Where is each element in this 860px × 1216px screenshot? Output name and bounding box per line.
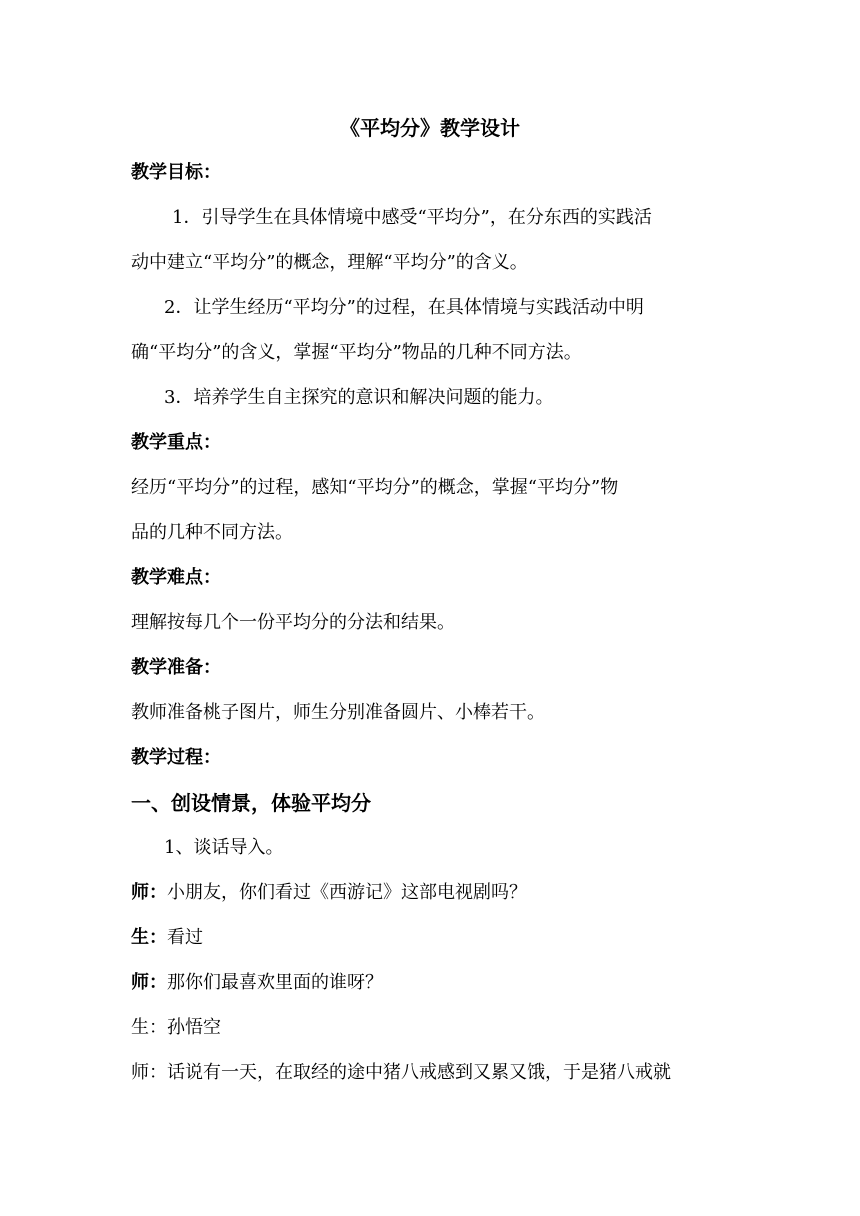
objective-3: 3．培养学生自主探究的意识和解决问题的能力。	[164, 387, 554, 408]
dialogue-text: 看过	[167, 927, 203, 948]
dialogue-speaker: 师：	[131, 882, 167, 903]
objective-1-line-1: 1．引导学生在具体情境中感受“平均分”，在分东西的实践活	[172, 207, 652, 228]
objective-2-line-1: 2．让学生经历“平均分”的过程，在具体情境与实践活动中明	[164, 297, 644, 318]
difficulties-heading: 教学难点：	[131, 567, 221, 588]
dialogue-text: 那你们最喜欢里面的谁呀？	[167, 972, 383, 993]
dialogue-text: 话说有一天，在取经的途中猪八戒感到又累又饿，于是猪八戒就	[167, 1062, 671, 1083]
dialogue-line	[131, 971, 731, 995]
key-points-heading: 教学重点：	[131, 432, 221, 453]
dialogue-line	[131, 1061, 731, 1085]
dialogue-speaker: 师：	[131, 972, 167, 993]
preparation-line-1: 教师准备桃子图片，师生分别准备圆片、小棒若干。	[131, 702, 545, 723]
dialogue-line	[131, 881, 731, 905]
step-1: 1、谈话导入。	[164, 837, 284, 858]
dialogue-speaker: 生：	[131, 1017, 167, 1038]
dialogue-speaker: 师：	[131, 1062, 167, 1083]
objective-1-line-2: 动中建立“平均分”的概念，理解“平均分”的含义。	[131, 252, 528, 273]
dialogue-line	[131, 1016, 731, 1040]
preparation-heading: 教学准备：	[131, 657, 221, 678]
difficulties-line-1: 理解按每几个一份平均分的分法和结果。	[131, 612, 455, 633]
key-points-line-2: 品的几种不同方法。	[131, 522, 293, 543]
dialogue-speaker: 生：	[131, 927, 167, 948]
document-title: 《平均分》教学设计	[340, 116, 520, 140]
objectives-heading: 教学目标：	[131, 162, 221, 183]
process-heading: 教学过程：	[131, 747, 221, 768]
objective-2-line-2: 确“平均分”的含义，掌握“平均分”物品的几种不同方法。	[131, 342, 582, 363]
section-1-heading: 一、创设情景，体验平均分	[131, 791, 371, 815]
dialogue-text: 孙悟空	[167, 1017, 221, 1038]
key-points-line-1: 经历“平均分”的过程，感知“平均分”的概念，掌握“平均分”物	[131, 477, 619, 498]
dialogue-text: 小朋友，你们看过《西游记》这部电视剧吗？	[167, 882, 527, 903]
dialogue-line	[131, 926, 731, 950]
